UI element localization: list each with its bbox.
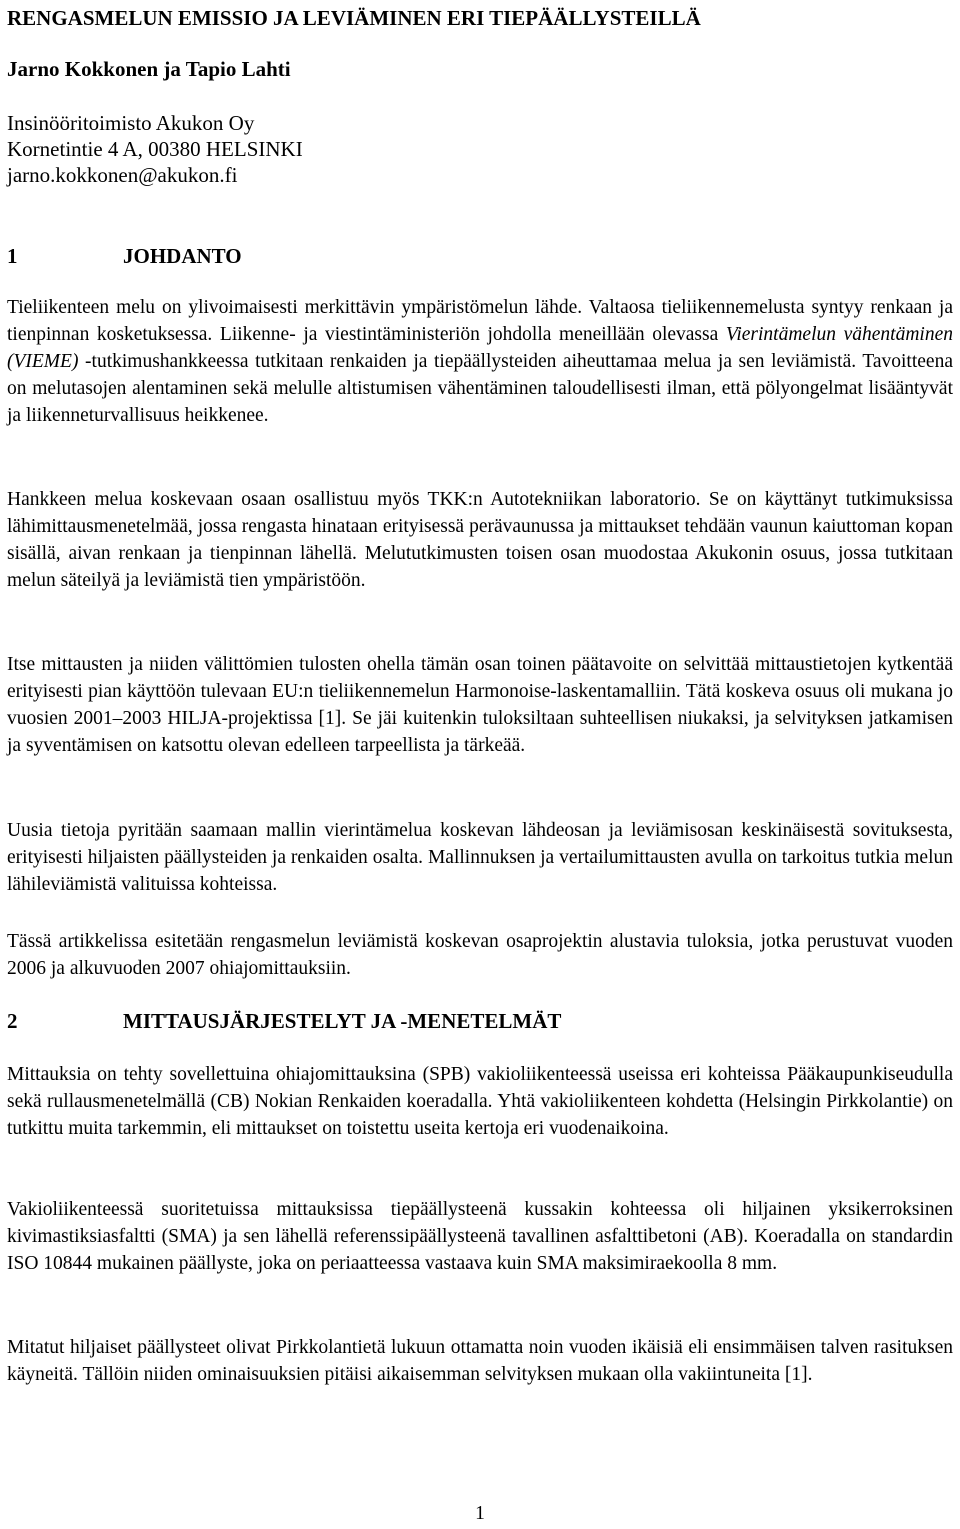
section-2-paragraph-1: Mittauksia on tehty sovellettuina ohiajomittauksina (SPB) vakioliikenteessä useissa eri kohteissa Pääkaupunkiseudulla sekä rullausmenetelmällä (CB) Nokian Renkaiden koeradalla. Yhtä vakioliikenteen kohdetta (Helsingin Pirkkolantie) on tutkittu muita tarkemmin, eli mittaukset on toistettu useita kertoja eri vuodenaikoina. (7, 1064, 953, 1139)
section-1-paragraph-5: Tässä artikkelissa esitetään rengasmelun leviämistä koskevan osaprojektin alustavia tuloksia, jotka perustuvat vuoden 2006 ja alkuvuoden 2007 ohiajomittauksiin. (7, 931, 953, 979)
section-1-heading (7, 243, 242, 269)
affiliation-email: jarno.kokkonen@akukon.fi (7, 163, 238, 187)
section-2-paragraph-3: Mitatut hiljaiset päällysteet olivat Pirkkolantietä lukuun ottamatta noin vuoden ikäisiä eli ensimmäisen talven rasituksen käyneitä. Tällöin niiden ominaisuuksien pitäisi aikaisemman selvityksen mukaan olla vakiintuneita [1]. (7, 1337, 953, 1385)
section-1-paragraph-3: Itse mittausten ja niiden välittömien tulosten ohella tämän osan toinen päätavoite on selvittää mittaustietojen kytkentää erityisesti pian käyttöön tulevaan EU:n tieliikennemelun Harmonoise-laskentamalliin. Tätä koskeva osuus oli mukana jo vuosien 2001–2003 HILJA-projektissa [1]. Se jäi kuitenkin tuloksiltaan suhteellisen niukaksi, ja selvityksen jatkamisen ja syventämisen on katsottu olevan edelleen tarpeellista ja tärkeää. (7, 654, 953, 756)
page-number: 1 (475, 1503, 485, 1524)
section-2-title: MITTAUSJÄRJESTELYT JA -MENETELMÄT (123, 1009, 562, 1033)
project-name-italic: Vierintämelun vähentäminen (VIEME) (7, 324, 953, 372)
paragraph-text: Tieliikenteen melu on ylivoimaisesti merkittävin ympäristömelun lähde. Valtaosa tieliikennemelusta syntyy renkaan ja tienpinnan kosketuksessa. Liikenne- ja viestintäministeriön johdolla meneillään olevassa (7, 297, 953, 345)
paragraph-text: -tutkimushankkeessa tutkitaan renkaiden ja tiepäällysteiden aiheuttamaa melua ja sen leviämistä. Tavoitteena on melutasojen alentaminen sekä melulle altistumisen vähentäminen taloudellisesti ilman, että pölyongelmat lisääntyvät ja liikenneturvallisuus heikkenee. (7, 351, 953, 426)
section-1-paragraph-2: Hankkeen melua koskevaan osaan osallistuu myös TKK:n Autotekniikan laboratorio. Se on käyttänyt tutkimuksissa lähimittausmenetelmää, jossa rengasta hinataan erityisessä perävaunussa ja mittaukset tehdään vaunun kaiuttoman kopan sisällä, aivan renkaan ja tienpinnan lähellä. Melututkimusten toisen osan muodostaa Akukonin osuus, jossa tutkitaan melun säteilyä ja leviämistä tien ympäristöön. (7, 489, 953, 591)
author-names: Jarno Kokkonen ja Tapio Lahti (7, 57, 291, 81)
document-title: RENGASMELUN EMISSIO JA LEVIÄMINEN ERI TIEPÄÄLLYSTEILLÄ (7, 6, 701, 30)
section-1-title: JOHDANTO (123, 244, 242, 268)
affiliation-block (7, 110, 303, 188)
affiliation-street: Kornetintie 4 A, 00380 HELSINKI (7, 137, 303, 161)
section-1-paragraph-4: Uusia tietoja pyritään saamaan mallin vierintämelua koskevan lähdeosan ja leviämisosan keskinäisestä sovituksesta, erityisesti hiljaisten päällysteiden ja renkaiden osalta. Mallinnuksen ja vertailumittausten avulla on tarkoitus tutkia melun lähileviämistä valituissa kohteissa. (7, 820, 953, 895)
section-1-paragraph-1 (7, 294, 953, 429)
section-2-heading (7, 1008, 561, 1034)
section-2-number: 2 (7, 1009, 18, 1033)
affiliation-organization: Insinööritoimisto Akukon Oy (7, 111, 255, 135)
section-2-paragraph-2: Vakioliikenteessä suoritetuissa mittauksissa tiepäällysteenä kussakin kohteessa oli hiljainen yksikerroksinen kivimastiksiasfaltti (SMA) ja sen lähellä referenssipäällysteenä tavallinen asfalttibetoni (AB). Koeradalla on standardin ISO 10844 mukainen päällyste, joka on periaatteessa vastaava kuin SMA maksimiraekoolla 8 mm. (7, 1199, 953, 1274)
section-1-number: 1 (7, 244, 18, 268)
